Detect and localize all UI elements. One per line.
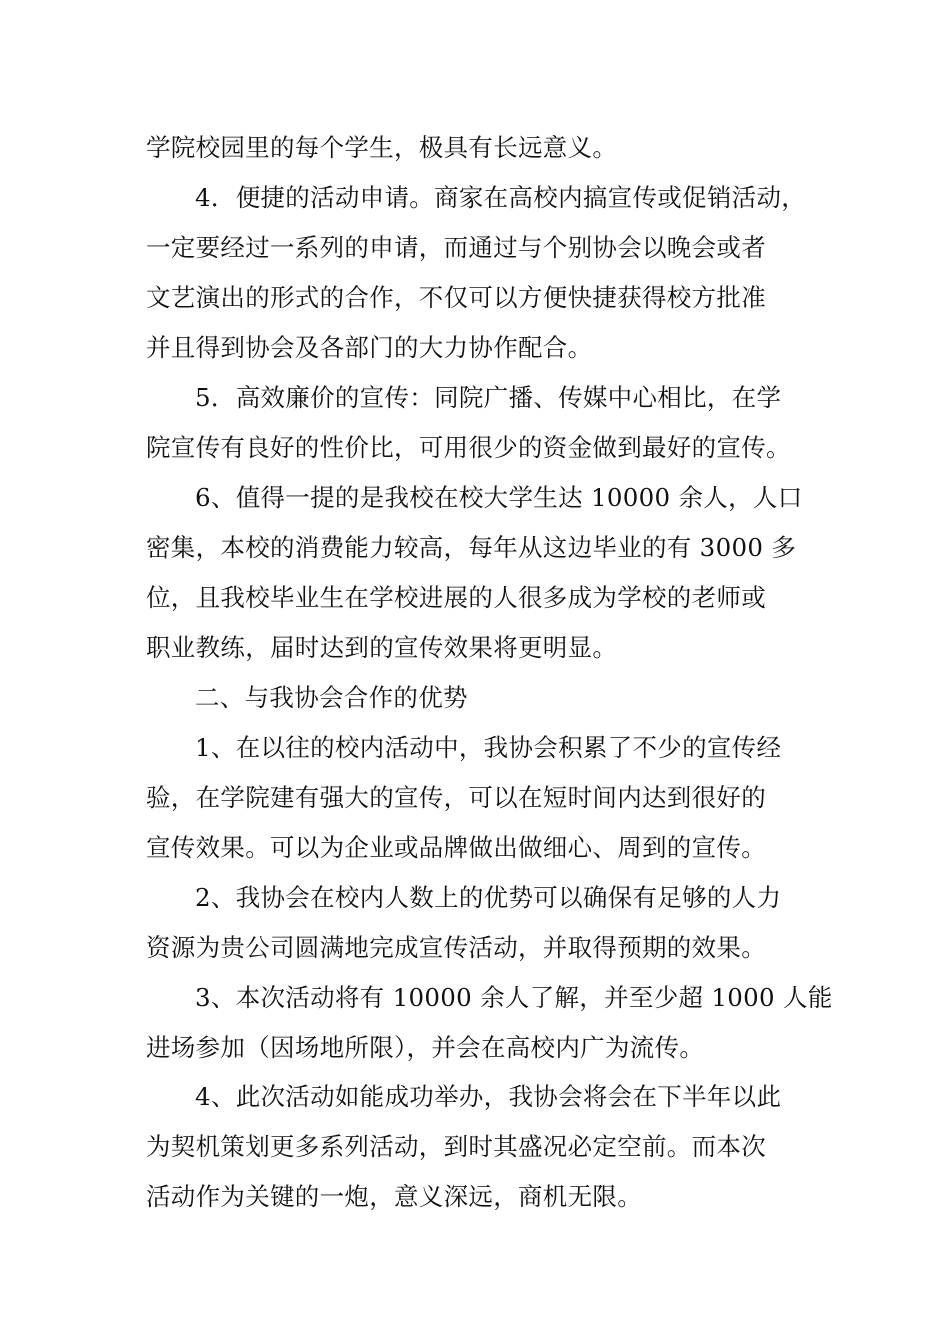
text-line: 一定要经过一系列的申请，而通过与个别协会以晚会或者 (146, 233, 766, 262)
text-line: 活动作为关键的一炮，意义深远，商机无限。 (146, 1182, 642, 1211)
text-line: 2、我协会在校内人数上的优势可以确保有足够的人力 (195, 883, 782, 912)
text-line: 资源为贵公司圆满地完成宣传活动，并取得预期的效果。 (146, 933, 766, 962)
text-line: 位，且我校毕业生在学校进展的人很多成为学校的老师或 (146, 583, 766, 612)
text-line: 6、值得一提的是我校在校大学生达 10000 余人，人口 (195, 483, 803, 512)
text-line: 并且得到协会及各部门的大力协作配合。 (146, 333, 593, 362)
text-line: 宣传效果。可以为企业或品牌做出做细心、周到的宣传。 (146, 833, 766, 862)
text-line: 学院校园里的每个学生，极具有长远意义。 (146, 133, 618, 162)
text-line: 4、此次活动如能成功举办，我协会将会在下半年以此 (195, 1082, 782, 1111)
text-line: 5．高效廉价的宣传：同院广播、传媒中心相比，在学 (195, 383, 782, 412)
text-line: 验，在学院建有强大的宣传，可以在短时间内达到很好的 (146, 783, 766, 812)
text-line: 院宣传有良好的性价比，可用很少的资金做到最好的宣传。 (146, 433, 791, 462)
section-heading: 二、与我协会合作的优势 (195, 683, 468, 712)
text-line: 1、在以往的校内活动中，我协会积累了不少的宣传经 (195, 733, 782, 762)
text-line: 为契机策划更多系列活动，到时其盛况必定空前。而本次 (146, 1132, 766, 1161)
text-line: 文艺演出的形式的合作，不仅可以方便快捷获得校方批准 (146, 283, 766, 312)
text-line: 进场参加（因场地所限），并会在高校内广为流传。 (146, 1033, 705, 1062)
text-line: 4．便捷的活动申请。商家在高校内搞宣传或促销活动， (195, 183, 807, 212)
text-line: 3、本次活动将有 10000 余人了解，并至少超 1000 人能 (195, 983, 833, 1012)
text-line: 密集，本校的消费能力较高，每年从这边毕业的有 3000 多 (146, 533, 797, 562)
text-line: 职业教练，届时达到的宣传效果将更明显。 (146, 633, 618, 662)
